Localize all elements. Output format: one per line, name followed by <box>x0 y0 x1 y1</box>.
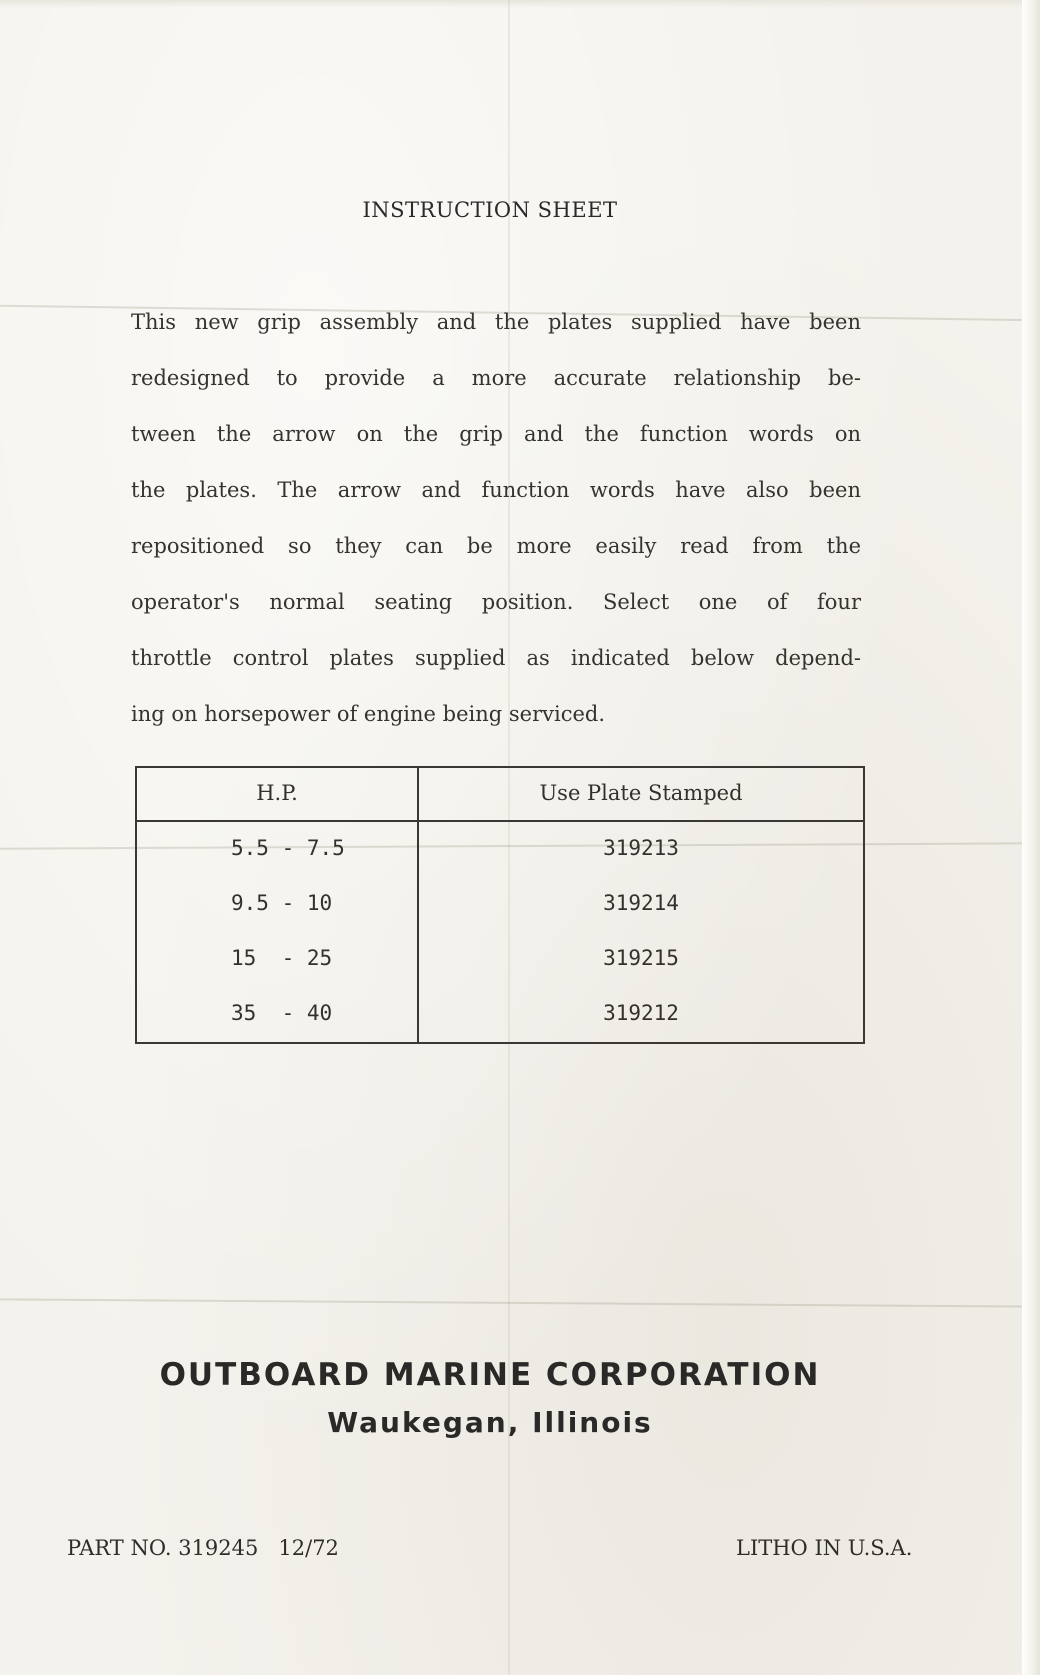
plate-number: 319212 <box>603 1001 679 1025</box>
table-row <box>137 1001 863 1041</box>
plate-number: 319215 <box>603 946 679 970</box>
table-header-hp: H.P. <box>256 781 298 805</box>
hp-range: 15 - 25 <box>231 946 333 970</box>
company-location: Waukegan, Illinois <box>327 1406 653 1439</box>
paragraph-line: tween the arrow on the grip and the function words on <box>131 422 861 446</box>
paper-right-edge <box>1022 0 1040 1675</box>
plate-number: 319214 <box>603 891 679 915</box>
table-header-divider <box>137 820 863 822</box>
table-row <box>137 891 863 931</box>
instruction-paragraph <box>131 302 861 750</box>
paragraph-line: throttle control plates supplied as indicated below depend- <box>131 646 861 670</box>
plate-selection-table <box>135 766 865 1044</box>
hp-range: 35 - 40 <box>231 1001 333 1025</box>
paragraph-line: repositioned so they can be more easily read from the <box>131 534 861 558</box>
paper-top-edge <box>0 0 1040 8</box>
fold-crease <box>0 1298 1040 1307</box>
paragraph-line: the plates. The arrow and function words have also been <box>131 478 861 502</box>
hp-range: 9.5 - 10 <box>231 891 333 915</box>
paragraph-line: operator's normal seating position. Select one of four <box>131 590 861 614</box>
hp-range: 5.5 - 7.5 <box>231 836 345 860</box>
table-row <box>137 836 863 876</box>
plate-number: 319213 <box>603 836 679 860</box>
company-name: OUTBOARD MARINE CORPORATION <box>159 1357 821 1393</box>
paragraph-line: redesigned to provide a more accurate relationship be- <box>131 366 861 390</box>
table-header-plate: Use Plate Stamped <box>539 781 743 805</box>
paragraph-line: This new grip assembly and the plates supplied have been <box>131 310 861 334</box>
paragraph-line: ing on horsepower of engine being serviced. <box>131 702 606 726</box>
part-number: PART NO. 319245 12/72 <box>67 1536 339 1560</box>
table-row <box>137 946 863 986</box>
document-title: INSTRUCTION SHEET <box>362 198 618 222</box>
litho-notice: LITHO IN U.S.A. <box>736 1536 913 1560</box>
